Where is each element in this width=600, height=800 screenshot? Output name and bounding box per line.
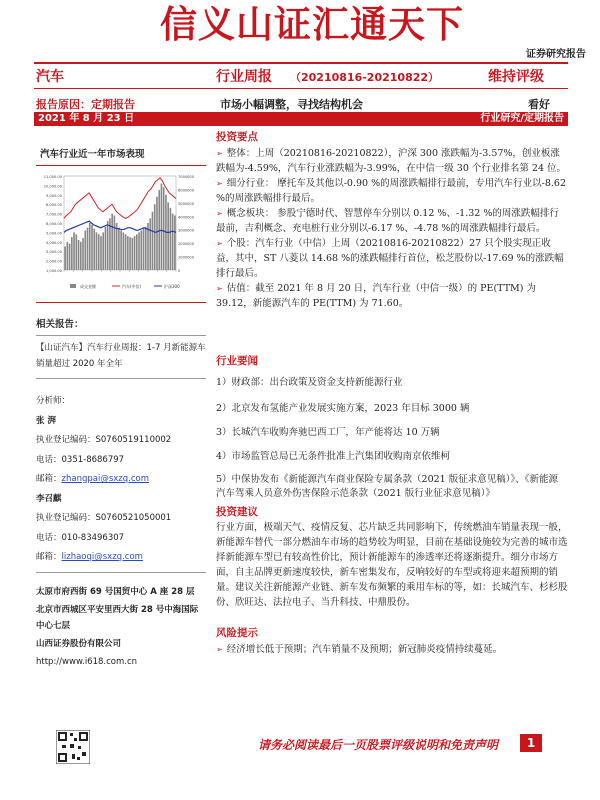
volume-bar (152, 212, 154, 270)
report-period: （20210816-20210822） (290, 71, 440, 84)
risk-title: 风险提示 (216, 627, 258, 639)
volume-bar (102, 232, 104, 270)
volume-bar (89, 223, 91, 270)
triangle-bullet-icon: ➢ (216, 179, 223, 188)
company-url[interactable]: http://www.i618.com.cn (36, 657, 138, 667)
right-axis-tick: 2000000 (178, 242, 195, 247)
volume-bar (123, 232, 125, 270)
volume-bar (143, 229, 145, 270)
volume-bar (114, 215, 116, 270)
brand-logo: 信义山证汇通天下 (160, 2, 464, 46)
volume-bar (138, 232, 140, 270)
volume-bar (140, 231, 142, 270)
triangle-bullet-icon: ➢ (216, 284, 223, 293)
related-bottom-rule (36, 378, 206, 379)
left-axis-tick: 1,000.00 (45, 269, 62, 273)
report-type: 行业周报 (216, 69, 272, 85)
volume-bar (80, 242, 82, 270)
triangle-bullet-icon: ➢ (216, 149, 223, 158)
news-item: 4）市场监管总局已无条件批准上汽集团收购南京依维柯 (216, 451, 451, 462)
legend-label: 成交金额 (80, 284, 96, 289)
report-date: 2021 年 8 月 23 日 (38, 113, 135, 124)
triangle-bullet-icon: ➢ (216, 645, 223, 654)
volume-bar (149, 218, 151, 270)
point-item: ➢ 个股：汽车行业（中信）上周（20210816-20210822）27 只个股实现正收益，其中，ST 八菱以 14.68 %的涨跌幅排行首位，松芝股份以-17.69 %的涨跌幅排行最后。 (216, 238, 564, 279)
left-axis-tick: 6,000.00 (45, 222, 62, 226)
volume-bar (91, 225, 93, 270)
address-rule (36, 572, 206, 573)
legend-label: 沪深300 (164, 284, 180, 289)
right-axis-tick: 1000000 (178, 255, 195, 260)
analyst-phone: 电话：010-83496307 (36, 532, 125, 543)
advice-title: 投资建议 (216, 506, 258, 518)
volume-bar (96, 232, 98, 270)
risk-item: ➢ 经济增长低于预期；汽车销量不及预期；新冠肺炎疫情持续蔓延。 (216, 644, 503, 655)
analyst-title: 分析师： (36, 396, 71, 406)
address-block (36, 584, 206, 670)
header-rule (34, 62, 568, 64)
analyst-block (36, 392, 206, 568)
analyst-license: 执业登记编码：S0760519110002 (36, 435, 172, 445)
chart-bottom-rule (36, 302, 206, 303)
advice-text: 行业方面，极端天气、疫情反复、芯片缺乏共同影响下，传统燃油车销量表现一般，新能源车替代一部分燃油车市场的趋势较为明显，目前在基础设施较为完善的城市选择新能源车型已有较高性价比，预计新能源车的渗透率还将逐渐提升。细分市场方面，自主品牌更新速度较快，新车密集发布，反响较好的车型或将迎来超预期的销量。建议关注新能源产业链、新车发布频繁的乘用车标的等，如：长城汽车、杉杉股份、欣旺达、法拉电子、当升科技、中鼎股份。 (216, 522, 568, 608)
triangle-bullet-icon: ➢ (216, 239, 223, 248)
left-axis-tick: 2,000.00 (45, 259, 62, 264)
page-number: 1 (520, 734, 542, 752)
legend-label: 汽车(中信) (122, 284, 142, 289)
left-axis-tick: 7,000.00 (45, 212, 62, 217)
analyst-license: 执业登记编码：S0760521050001 (36, 513, 172, 523)
volume-bar (145, 227, 147, 270)
analyst-email[interactable]: lizhaoqi@sxzq.com (61, 552, 143, 562)
right-axis-tick: 6000000 (178, 188, 195, 193)
news-title: 行业要闻 (216, 355, 258, 367)
analyst-email[interactable]: zhangpai@sxzq.com (61, 474, 149, 484)
point-item: ➢ 估值：截至 2021 年 8 月 20 日，汽车行业（中信一级）的 PE(TTM) 为 39.12，新能源汽车的 PE(TTM) 为 71.60。 (216, 283, 536, 309)
volume-bar (84, 231, 86, 270)
volume-bar (98, 234, 100, 270)
report-reason: 报告原因：定期报告 (36, 98, 135, 111)
volume-bar (107, 221, 109, 270)
footer-disclaimer: 请务必阅读最后一页股票评级说明和免责声明 (258, 738, 499, 752)
report-category: 行业研究/定期报告 (480, 113, 564, 124)
news-item: 2）北京发布氢能产业发展实施方案，2023 年目标 3000 辆 (216, 403, 470, 414)
analyst-name: 张 湃 (36, 415, 56, 426)
company-name: 山西证券股份有限公司 (36, 639, 122, 649)
volume-bar (105, 227, 107, 270)
point-item: ➢ 概念板块： 参股宁德时代、智慧停车分别以 0.12 %、-1.32 %的周涨跌幅排行最前，吉利概念、充电桩行业分别以-6.17 %、-4.78 %的周涨跌幅排行最后。 (216, 208, 559, 234)
volume-bar (174, 215, 176, 270)
volume-bar (100, 236, 102, 270)
left-axis-tick: 10,000.00 (43, 184, 62, 189)
email-label: 邮箱： (36, 474, 62, 484)
right-axis-tick: 5000000 (178, 201, 195, 206)
right-axis-tick: 3000000 (178, 228, 195, 233)
volume-bar (172, 214, 174, 270)
volume-bar (87, 228, 89, 270)
volume-bar (170, 208, 172, 270)
header-rule-2 (34, 88, 568, 89)
report-subtitle: 市场小幅调整，寻找结构机会 (220, 98, 363, 111)
rating-value: 看好 (528, 98, 550, 111)
volume-bar (127, 236, 129, 270)
legend-swatch (70, 284, 76, 288)
email-label: 邮箱： (36, 552, 62, 562)
volume-bar (116, 223, 118, 270)
right-axis-tick: 0 (178, 269, 181, 273)
volume-bar (132, 238, 134, 270)
triangle-bullet-icon: ➢ (216, 209, 223, 218)
related-link[interactable]: 【山证汽车】汽车行业周报：1-7 月新能源车销量超过 2020 年全年 (36, 343, 206, 369)
volume-bar (161, 184, 163, 270)
market-chart (36, 170, 206, 294)
right-axis-tick: 7000000 (178, 175, 195, 179)
volume-bar (129, 237, 131, 270)
address-line: 太原市府西街 69 号国贸中心 A 座 28 层 (36, 587, 195, 597)
volume-bar (67, 242, 69, 270)
industry-label: 汽车 (36, 69, 64, 85)
volume-bar (125, 234, 127, 270)
news-item: 3）长城汽车收购奔驰巴西工厂，年产能将达 10 万辆 (216, 427, 440, 438)
volume-bar (78, 240, 80, 270)
volume-bar (82, 238, 84, 270)
chart-rule (36, 165, 206, 166)
volume-bar (71, 237, 73, 270)
left-axis-tick: 8,000.00 (45, 203, 62, 208)
volume-bar (76, 234, 78, 270)
volume-bar (69, 244, 71, 270)
points-title: 投资要点 (216, 131, 258, 143)
left-axis-tick: 4,000.00 (45, 240, 62, 245)
report-tag: 证券研究报告 (526, 49, 586, 60)
volume-bar (136, 234, 138, 270)
volume-bar (111, 214, 113, 270)
related-rule (36, 335, 206, 336)
rating-label: 维持评级 (488, 69, 544, 85)
point-item: ➢ 整体：上周（20210816-20210822），沪深 300 涨跌幅为-3.57%，创业板涨跌幅为-4.59%，汽车行业涨跌幅为-3.99%，在中信一级 30 个行业排名第 24 位。 (216, 148, 567, 174)
chart-title: 汽车行业近一年市场表现 (40, 149, 145, 160)
volume-bar (167, 202, 169, 270)
volume-bar (154, 204, 156, 270)
address-line: 北京市西城区平安里西大街 28 号中海国际中心七层 (36, 605, 199, 631)
volume-bar (156, 197, 158, 270)
point-item: ➢ 细分行业： 摩托车及其他以-0.90 %的周涨跌幅排行最前，专用汽车行业以-8.62 %的周涨跌幅排行最后。 (216, 178, 566, 204)
analyst-name: 李召麒 (36, 493, 62, 504)
volume-bar (163, 187, 165, 270)
right-axis-tick: 4000000 (178, 215, 195, 220)
volume-bar (73, 232, 75, 270)
date-band (34, 112, 568, 126)
volume-bar (120, 231, 122, 270)
left-axis-tick: 5,000.00 (45, 231, 62, 236)
left-axis-tick: 9,000.00 (45, 193, 62, 198)
points-list (216, 146, 568, 311)
volume-bar (64, 247, 66, 271)
related-reports (36, 318, 206, 332)
volume-bar (134, 236, 136, 270)
volume-bar (118, 228, 120, 270)
news-item: 5）中保协发布《新能源汽车商业保险专属条款（2021 版征求意见稿）》、《新能源汽车驾乘人员意外伤害保险示范条款（2021 版行业征求意见稿）》 (216, 474, 558, 499)
analyst-phone: 电话：0351-8686797 (36, 454, 125, 465)
qr-code-icon (56, 730, 90, 764)
left-axis-tick: 3,000.00 (45, 250, 62, 255)
related-title: 相关报告： (36, 319, 84, 330)
news-item: 1）财政部：出台政策及资金支持新能源行业 (216, 377, 403, 388)
volume-bar (93, 229, 95, 270)
left-axis-tick: 11,000.00 (43, 175, 62, 179)
